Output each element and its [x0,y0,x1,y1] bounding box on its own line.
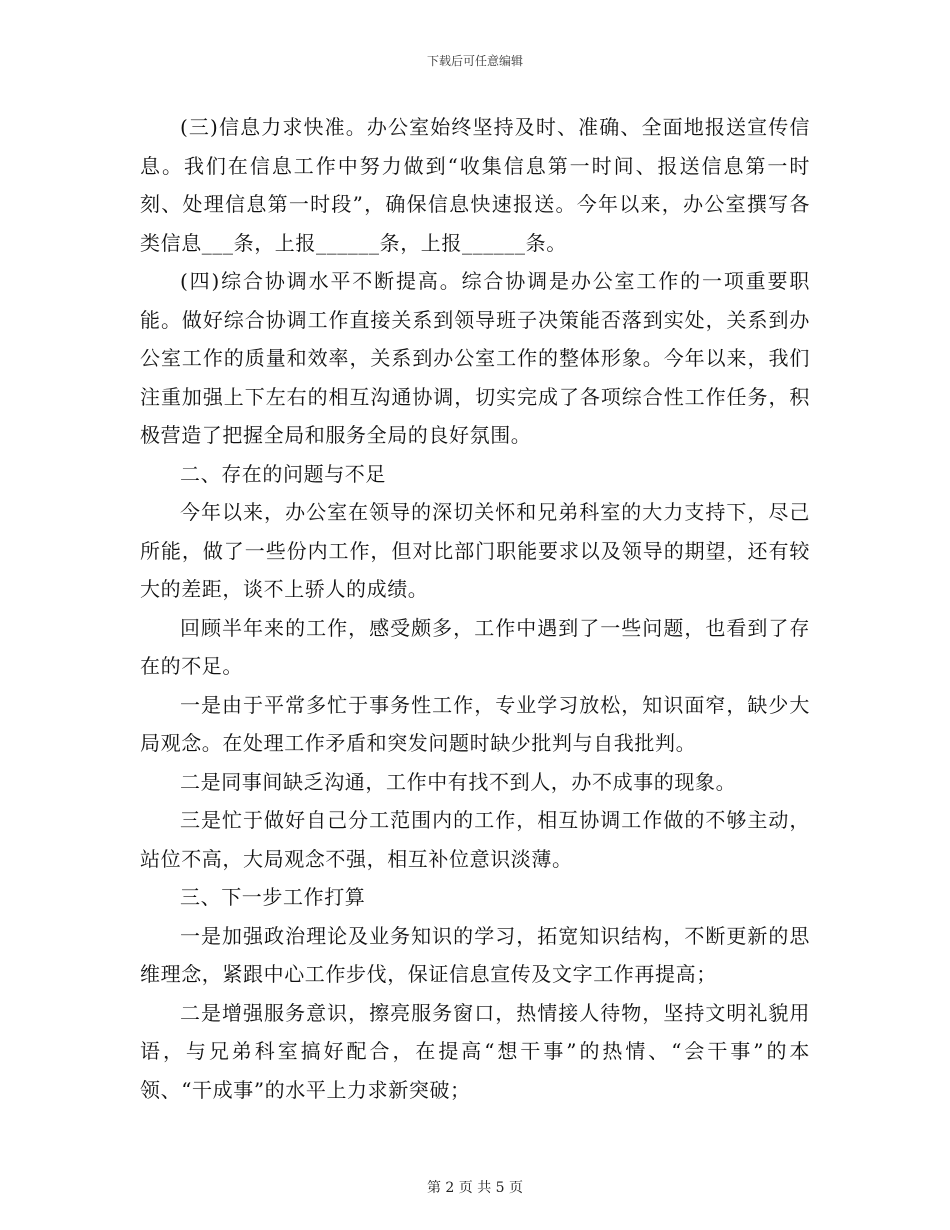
page-number: 第 2 页 共 5 页 [426,1180,524,1196]
paragraph-problem-two: 二是同事间缺乏沟通，工作中有找不到人，办不成事的现象。 [180,769,737,794]
page-header: 下载后可任意编辑 [426,54,523,68]
section-heading-next-steps: 三、下一步工作打算 [180,885,366,909]
paragraph-plan-two: 二是增强服务意识，擦亮服务窗口，热情接人待物，坚持文明礼貌用语，与兄弟科室搞好配合，在提高“想干事”的热情、“会干事”的本领、“干成事”的水平上力求新突破； [140,1000,810,1102]
section-heading-problems: 二、存在的问题与不足 [180,461,386,486]
paragraph-review: 回顾半年来的工作，感受颇多，工作中遇到了一些问题，也看到了存在的不足。 [140,615,810,678]
document-body [140,108,810,1109]
paragraph-coordination: (四)综合协调水平不断提高。综合协调是办公室工作的一项重要职能。做好综合协调工作直接关系到领导班子决策能否落到实处，关系到办公室工作的质量和效率，关系到办公室工作的整体形象。今年以来，我们注重加强上下左右的相互沟通协调，切实完成了各项综合性工作任务，积极营造了把握全局和服务全局的良好氛围。 [140,269,810,447]
paragraph-plan-one: 一是加强政治理论及业务知识的学习，拓宽知识结构，不断更新的思维理念，紧跟中心工作步伐，保证信息宣传及文字工作再提高； [140,923,810,986]
paragraph-info-speed: (三)信息力求快准。办公室始终坚持及时、准确、全面地报送宣传信息。我们在信息工作中努力做到“收集信息第一时间、报送信息第一时刻、处理信息第一时段”，确保信息快速报送。今年以来，办公室撰写各类信息___条，上报______条，上报______条。 [140,115,810,255]
paragraph-problem-one: 一是由于平常多忙于事务性工作，专业学习放松，知识面窄，缺少大局观念。在处理工作矛盾和突发问题时缺少批判与自我批判。 [140,692,810,755]
paragraph-problem-three: 三是忙于做好自己分工范围内的工作，相互协调工作做的不够主动，站位不高，大局观念不强，相互补位意识淡薄。 [140,808,810,871]
paragraph-problems-intro: 今年以来，办公室在领导的深切关怀和兄弟科室的大力支持下，尽己所能，做了一些份内工作，但对比部门职能要求以及领导的期望，还有较大的差距，谈不上骄人的成绩。 [140,500,810,601]
